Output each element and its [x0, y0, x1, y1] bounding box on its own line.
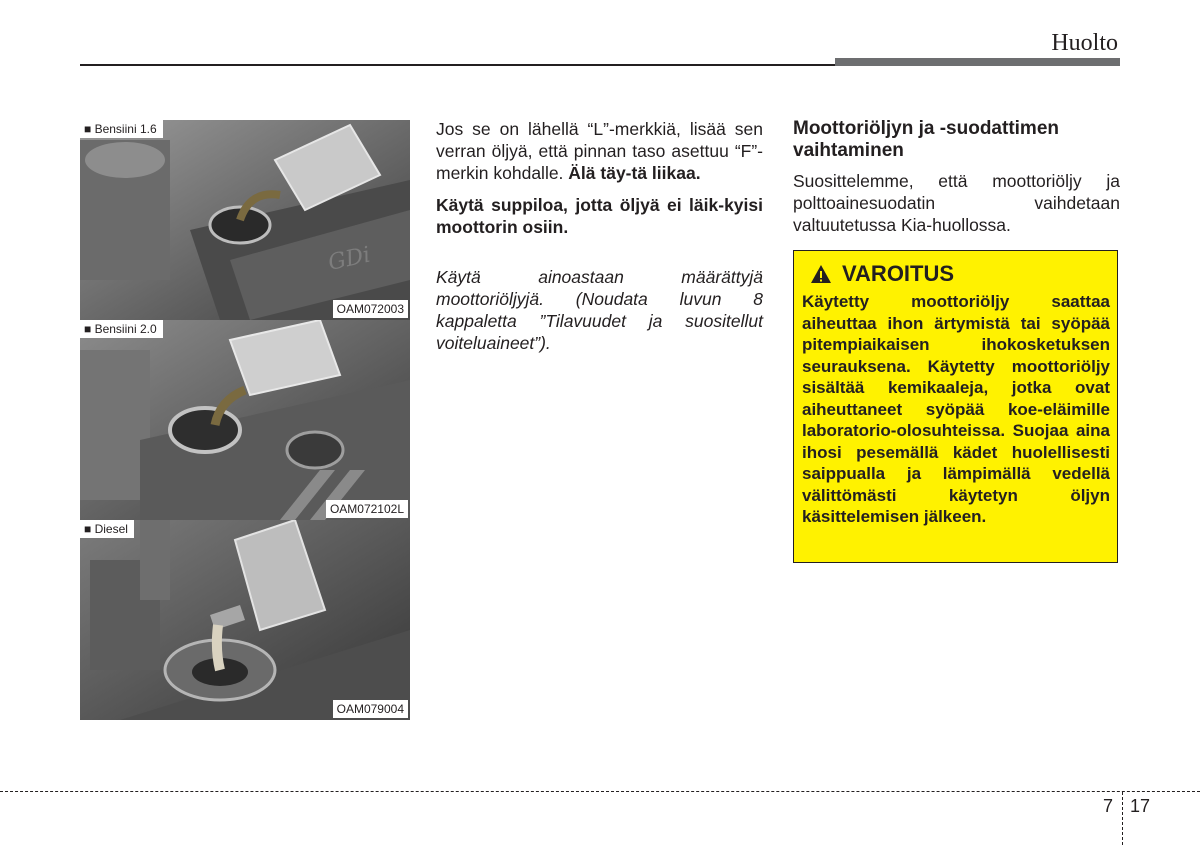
- engine-oil-fill-illustration-3: [80, 520, 410, 720]
- warning-triangle-icon: [810, 264, 832, 284]
- instruction-paragraph-1: [436, 118, 763, 184]
- engine-oil-fill-illustration-1: [80, 120, 410, 320]
- chapter-number: 7: [1103, 796, 1114, 816]
- figure-code: OAM072003: [333, 300, 408, 318]
- overfill-caution: Älä täy-tä liikaa.: [568, 163, 701, 183]
- engine-oil-fill-illustration-2: [80, 320, 410, 520]
- instructions-column: [436, 118, 763, 364]
- gdi-engraving: GDi: [326, 242, 373, 276]
- figure-label: ■ Bensiini 1.6: [80, 120, 163, 138]
- page-section-title: Huolto: [1051, 30, 1118, 56]
- figure-bensiini-20: [80, 320, 410, 520]
- figure-label: ■ Bensiini 2.0: [80, 320, 163, 338]
- warning-box: [793, 250, 1118, 563]
- funnel-instruction: Käytä suppiloa, jotta öljyä ei läik-kyisi moottorin osiin.: [436, 195, 763, 237]
- warning-title: [810, 261, 1110, 287]
- figure-label: ■ Diesel: [80, 520, 134, 538]
- oil-spec-note: Käytä ainoastaan määrättyjä moottoriöljyjä. (Noudata luvun 8 kappaletta ”Tilavuudet ja suositellut voiteluaineet”).: [436, 267, 763, 353]
- warning-text: Käytetty moottoriöljy saattaa aiheuttaa ihon ärtymistä tai syöpää pitempiaikaisen ihokosketuksen seurauksena. Käytetty moottoriöljy sisältää kemikaaleja, jotka ovat aiheuttaneet syöpää koe-eläimille laboratorio-olosuhteissa. Suojaa aina ihosi pesemällä kädet huolellisesti saippualla ja lämpimällä vedellä välittömästi käytetyn öljyn käsittelemisen jälkeen.: [802, 292, 1110, 526]
- figure-code: OAM072102L: [326, 500, 408, 518]
- instruction-text: Jos se on lähellä “L”-merkkiä, lisää sen verran öljyä, että pinnan taso asettuu “F”-merkin kohdalle.: [436, 119, 763, 183]
- page-number: 17: [1130, 796, 1151, 816]
- section-body: Suosittelemme, että moottoriöljy ja polttoainesuodatin vaihdetaan valtuutetussa Kia-huollossa.: [793, 171, 1120, 235]
- oil-change-section: [793, 118, 1120, 236]
- footer-divider: [1122, 792, 1123, 845]
- warning-title-text: VAROITUS: [842, 261, 955, 286]
- figure-bensiini-16: [80, 120, 410, 320]
- figure-code: OAM079004: [333, 700, 408, 718]
- footer-rule: [0, 791, 1200, 792]
- section-heading: Moottoriöljyn ja -suodattimen vaihtaminen: [793, 118, 1059, 161]
- header-accent-bar: [835, 58, 1120, 66]
- header-rule: [80, 64, 840, 66]
- figure-diesel: [80, 520, 410, 720]
